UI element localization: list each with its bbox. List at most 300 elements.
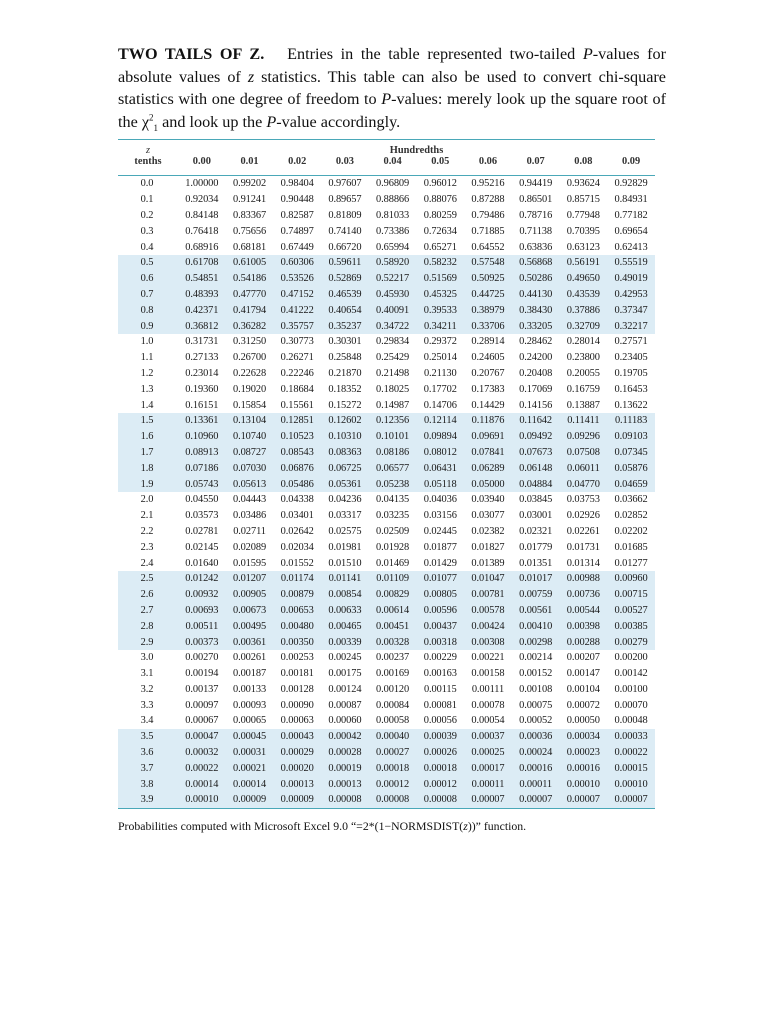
table-cell: 0.01731 <box>566 541 600 553</box>
table-cell: 0.01779 <box>519 541 553 553</box>
intro-text-4: z <box>247 67 255 86</box>
table-cell: 0.00261 <box>232 652 267 664</box>
table-cell: 0.00169 <box>376 668 410 680</box>
table-cell: 0.24200 <box>519 352 553 364</box>
row-z-label: 2.7 <box>118 603 178 619</box>
table-cell: 0.47152 <box>273 287 321 303</box>
table-cell: 0.03401 <box>280 510 314 522</box>
table-cell: 0.00158 <box>471 668 505 680</box>
table-cell: 0.96012 <box>423 178 457 190</box>
table-cell: 0.08186 <box>369 445 417 461</box>
table-row <box>118 476 655 492</box>
table-cell: 0.69654 <box>614 225 648 237</box>
table-cell: 0.25014 <box>423 352 457 364</box>
table-cell: 0.96809 <box>376 178 410 190</box>
table-cell: 0.68916 <box>185 241 219 253</box>
table-cell: 0.00054 <box>471 715 505 727</box>
table-cell: 0.08913 <box>178 445 226 461</box>
table-cell: 0.02642 <box>280 525 314 537</box>
table-cell: 0.00050 <box>566 715 600 727</box>
table-cell: 0.00021 <box>226 760 274 776</box>
table-cell: 0.00024 <box>512 745 560 761</box>
table-cell: 0.35237 <box>321 318 369 334</box>
table-cell: 0.00018 <box>416 760 464 776</box>
table-cell: 0.89657 <box>328 194 362 206</box>
table-row <box>118 618 655 634</box>
table-cell: 0.97607 <box>328 178 362 190</box>
table-cell: 0.02261 <box>566 525 600 537</box>
row-z-label: 3.9 <box>118 792 178 808</box>
table-cell: 0.20408 <box>519 367 553 379</box>
table-cell: 0.47770 <box>226 287 274 303</box>
table-cell: 0.00237 <box>376 652 410 664</box>
table-cell: 0.65994 <box>376 241 410 253</box>
column-header: 0.09 <box>622 156 641 167</box>
table-cell: 0.07841 <box>464 445 512 461</box>
table-cell: 0.60306 <box>273 255 321 271</box>
table-cell: 0.01141 <box>321 571 369 587</box>
table-cell: 0.21498 <box>376 367 410 379</box>
row-z-label: 1.9 <box>118 476 178 492</box>
table-cell: 0.22628 <box>232 367 267 379</box>
table-cell: 0.46539 <box>321 287 369 303</box>
table-cell: 0.11411 <box>560 413 608 429</box>
table-cell: 0.00328 <box>369 634 417 650</box>
table-cell: 0.71138 <box>519 225 552 237</box>
table-row <box>118 255 655 271</box>
table-cell: 0.03662 <box>614 494 648 506</box>
table-cell: 0.00100 <box>614 683 648 695</box>
chi-square-symbol <box>142 113 158 131</box>
table-cell: 0.00016 <box>512 760 560 776</box>
table-cell: 0.00596 <box>416 603 464 619</box>
table-cell: 0.03845 <box>519 494 553 506</box>
table-cell: 0.05000 <box>464 476 512 492</box>
table-cell: 0.17383 <box>471 383 505 395</box>
column-header: 0.00 <box>192 156 211 167</box>
table-cell: 0.02202 <box>614 525 648 537</box>
row-z-label: 1.6 <box>118 429 178 445</box>
table-cell: 0.00025 <box>464 745 512 761</box>
table-cell: 0.07508 <box>560 445 608 461</box>
table-row <box>118 460 655 476</box>
table-cell: 0.42953 <box>607 287 655 303</box>
table-cell: 0.95216 <box>471 178 505 190</box>
row-z-label: 0.9 <box>118 318 178 334</box>
table-cell: 0.63836 <box>519 241 553 253</box>
table-cell: 0.00093 <box>232 699 267 711</box>
table-cell: 0.00048 <box>614 715 648 727</box>
table-cell: 0.00108 <box>519 683 553 695</box>
table-cell: 0.01207 <box>226 571 274 587</box>
intro-text-7: -values: merely look up the square root of the <box>118 90 667 131</box>
row-z-label: 2.8 <box>118 618 178 634</box>
table-cell: 0.74140 <box>328 225 362 237</box>
table-cell: 0.00104 <box>566 683 600 695</box>
table-cell: 0.19705 <box>614 367 648 379</box>
table-cell: 0.00007 <box>512 792 560 808</box>
table-cell: 0.13361 <box>178 413 226 429</box>
table-row <box>118 445 655 461</box>
table-cell: 0.00339 <box>321 634 369 650</box>
row-z-label: 3.6 <box>118 745 178 761</box>
table-cell: 0.00010 <box>178 792 226 808</box>
table-row <box>118 697 655 713</box>
table-cell: 0.00029 <box>273 745 321 761</box>
table-cell: 0.00511 <box>178 618 226 634</box>
table-cell: 0.49650 <box>560 271 608 287</box>
table-cell: 0.71885 <box>471 225 505 237</box>
table-cell: 0.09296 <box>560 429 608 445</box>
table-cell: 0.24605 <box>471 352 505 364</box>
table-cell: 0.04884 <box>512 476 560 492</box>
table-row <box>118 539 655 555</box>
table-cell: 0.04338 <box>280 494 314 506</box>
table-cell: 0.25429 <box>376 352 410 364</box>
table-cell: 0.00163 <box>423 668 457 680</box>
table-cell: 0.00023 <box>560 745 608 761</box>
table-cell: 0.00614 <box>369 603 417 619</box>
row-z-label: 2.2 <box>140 525 154 537</box>
table-row <box>118 287 655 303</box>
table-cell: 0.00781 <box>464 587 512 603</box>
table-cell: 0.18025 <box>376 383 410 395</box>
table-cell: 0.72634 <box>423 225 457 237</box>
table-cell: 0.78716 <box>519 209 553 221</box>
table-cell: 0.11183 <box>607 413 655 429</box>
table-row <box>118 634 655 650</box>
table-cell: 0.00011 <box>512 776 560 792</box>
table-cell: 0.58232 <box>416 255 464 271</box>
table-cell: 0.03753 <box>566 494 600 506</box>
table-cell: 0.00052 <box>519 715 553 727</box>
table-cell: 0.00270 <box>185 652 219 664</box>
table-cell: 0.00759 <box>512 587 560 603</box>
table-cell: 0.34211 <box>416 318 464 334</box>
intro-text-9: P <box>266 112 277 131</box>
table-cell: 0.02575 <box>328 525 362 537</box>
table-cell: 0.38979 <box>464 302 512 318</box>
table-cell: 0.91241 <box>232 194 267 206</box>
table-cell: 0.67449 <box>280 241 314 253</box>
column-header: 0.04 <box>383 156 402 167</box>
column-header: 0.03 <box>335 156 354 167</box>
footnote-text-1: Probabilities computed with Microsoft Excel 9.0 “=2*(1−NORMSDIST( <box>118 819 464 833</box>
table-cell: 0.00036 <box>512 729 560 745</box>
table-cell: 0.00014 <box>178 776 226 792</box>
table-cell: 0.08012 <box>416 445 464 461</box>
column-header: 0.06 <box>478 156 498 167</box>
row-z-label: 2.6 <box>118 587 178 603</box>
table-cell: 0.01351 <box>519 557 553 569</box>
table-row <box>118 208 655 224</box>
row-z-label: 1.1 <box>140 352 154 364</box>
table-cell: 0.70395 <box>566 225 600 237</box>
chi-superscript: 2 <box>149 112 154 123</box>
table-cell: 0.48393 <box>178 287 226 303</box>
column-header: 0.08 <box>574 156 593 167</box>
table-cell: 0.93624 <box>566 178 600 190</box>
column-header: 0.05 <box>431 156 450 167</box>
table-cell: 0.28914 <box>471 336 505 348</box>
table-row <box>118 587 655 603</box>
table-cell: 0.00026 <box>416 745 464 761</box>
table-row <box>118 334 655 350</box>
table-cell: 0.00019 <box>321 760 369 776</box>
table-cell: 0.05486 <box>273 476 321 492</box>
table-cell: 0.00087 <box>328 699 362 711</box>
table-cell: 0.10310 <box>321 429 369 445</box>
row-z-label: 0.0 <box>140 178 154 190</box>
table-row <box>118 381 655 397</box>
table-cell: 0.00124 <box>328 683 362 695</box>
table-cell: 0.12602 <box>321 413 369 429</box>
table-cell: 0.10523 <box>273 429 321 445</box>
table-cell: 0.56191 <box>560 255 608 271</box>
table-cell: 0.01277 <box>614 557 648 569</box>
table-cell: 0.13104 <box>226 413 274 429</box>
table-cell: 0.00043 <box>273 729 321 745</box>
table-cell: 0.31731 <box>185 336 219 348</box>
table-row <box>118 603 655 619</box>
table-cell: 0.15854 <box>232 399 267 411</box>
table-cell: 0.73386 <box>376 225 410 237</box>
table-cell: 0.10960 <box>178 429 226 445</box>
row-z-label: 1.7 <box>118 445 178 461</box>
table-cell: 0.23014 <box>185 367 219 379</box>
table-cell: 0.40091 <box>369 302 417 318</box>
table-cell: 0.45930 <box>369 287 417 303</box>
table-cell: 0.00495 <box>226 618 274 634</box>
table-cell: 0.00527 <box>607 603 655 619</box>
table-cell: 0.01877 <box>423 541 457 553</box>
column-header: 0.07 <box>526 156 545 167</box>
table-cell: 0.06577 <box>369 460 417 476</box>
table-bottom-rule <box>118 808 655 809</box>
table-cell: 0.79486 <box>471 209 505 221</box>
table-cell: 0.44725 <box>464 287 512 303</box>
table-cell: 0.00465 <box>321 618 369 634</box>
table-cell: 0.17702 <box>423 383 457 395</box>
table-cell: 0.00410 <box>512 618 560 634</box>
table-cell: 0.37347 <box>607 302 655 318</box>
table-cell: 0.51569 <box>416 271 464 287</box>
intro-text-2: P <box>582 45 593 63</box>
table-cell: 0.11642 <box>512 413 560 429</box>
table-cell: 0.16759 <box>566 383 600 395</box>
footnote-text-2: z <box>463 819 468 833</box>
table-cell: 0.01510 <box>328 557 362 569</box>
table-row <box>118 666 655 682</box>
table-cell: 0.84931 <box>614 194 648 206</box>
table-cell: 0.00361 <box>226 634 274 650</box>
table-cell: 0.09691 <box>464 429 512 445</box>
table-cell: 0.01174 <box>273 571 321 587</box>
table-cell: 0.00152 <box>519 668 553 680</box>
table-cell: 0.16151 <box>185 399 219 411</box>
table-cell: 0.00398 <box>560 618 608 634</box>
hundredths-header: Hundredths <box>389 145 444 156</box>
table-cell: 0.56868 <box>512 255 560 271</box>
table-cell: 0.63123 <box>566 241 600 253</box>
intro-text-8: and look up the <box>158 112 267 131</box>
table-cell: 0.00115 <box>423 683 457 695</box>
table-cell: 0.00350 <box>273 634 321 650</box>
table-cell: 0.01928 <box>376 541 410 553</box>
table-cell: 0.00207 <box>566 652 600 664</box>
table-cell: 0.00081 <box>423 699 457 711</box>
table-cell: 0.00032 <box>178 745 226 761</box>
table-cell: 0.06011 <box>560 460 608 476</box>
row-z-label: 3.5 <box>118 729 178 745</box>
table-cell: 0.92034 <box>185 194 219 206</box>
table-cell: 0.00063 <box>280 715 314 727</box>
table-cell: 0.08543 <box>273 445 321 461</box>
table-cell: 0.04443 <box>232 494 267 506</box>
table-cell: 0.02781 <box>185 525 219 537</box>
table-cell: 0.00090 <box>280 699 314 711</box>
intro-text-6: P <box>381 90 392 108</box>
header-row-top <box>118 140 655 156</box>
table-cell: 0.00012 <box>416 776 464 792</box>
table-cell: 0.01077 <box>416 571 464 587</box>
table-cell: 0.14706 <box>423 399 457 411</box>
table-cell: 0.00715 <box>607 587 655 603</box>
chi-letter: χ <box>141 112 150 131</box>
table-cell: 0.04659 <box>607 476 655 492</box>
table-row <box>118 555 655 571</box>
table-cell: 0.03573 <box>185 510 219 522</box>
table-cell: 0.58920 <box>369 255 417 271</box>
row-z-label: 3.0 <box>140 652 154 664</box>
table-row <box>118 650 655 666</box>
table-cell: 0.00058 <box>376 715 410 727</box>
table-cell: 0.05118 <box>416 476 464 492</box>
table-cell: 0.00451 <box>369 618 417 634</box>
row-z-label: 1.2 <box>140 367 154 379</box>
table-cell: 0.00031 <box>226 745 274 761</box>
table-cell: 0.00009 <box>226 792 274 808</box>
column-header: 0.02 <box>288 156 307 167</box>
table-cell: 0.77948 <box>566 209 600 221</box>
table-cell: 0.00027 <box>369 745 417 761</box>
table-cell: 0.00009 <box>273 792 321 808</box>
table-cell: 0.18352 <box>328 383 362 395</box>
table-cell: 0.00298 <box>512 634 560 650</box>
table-cell: 0.00905 <box>226 587 274 603</box>
table-cell: 0.00229 <box>423 652 457 664</box>
table-row <box>118 350 655 366</box>
table-cell: 0.02321 <box>519 525 553 537</box>
table-cell: 0.00008 <box>321 792 369 808</box>
table-cell: 0.65271 <box>423 241 457 253</box>
table-row <box>118 776 655 792</box>
table-cell: 0.00097 <box>185 699 219 711</box>
table-cell: 0.00187 <box>232 668 267 680</box>
table-cell: 0.00007 <box>464 792 512 808</box>
table-row <box>118 508 655 524</box>
table-row <box>118 271 655 287</box>
table-cell: 0.00128 <box>280 683 314 695</box>
table-cell: 0.00653 <box>273 603 321 619</box>
table-cell: 0.00214 <box>519 652 553 664</box>
table-cell: 0.16453 <box>614 383 648 395</box>
table-cell: 0.00056 <box>423 715 457 727</box>
table-cell: 0.06725 <box>321 460 369 476</box>
table-cell: 0.00200 <box>614 652 648 664</box>
table-cell: 0.00373 <box>178 634 226 650</box>
z-table <box>118 140 655 808</box>
table-row <box>118 713 655 729</box>
row-z-label: 1.5 <box>118 413 178 429</box>
table-cell: 0.00111 <box>471 683 505 695</box>
table-cell: 0.27133 <box>185 352 219 364</box>
table-cell: 0.81033 <box>376 209 410 221</box>
table-cell: 0.64552 <box>471 241 505 253</box>
row-z-label: 2.1 <box>140 510 154 522</box>
table-cell: 0.80259 <box>423 209 457 221</box>
table-cell: 0.07673 <box>512 445 560 461</box>
table-cell: 0.00673 <box>226 603 274 619</box>
table-cell: 0.00015 <box>607 760 655 776</box>
table-cell: 0.02711 <box>233 525 266 537</box>
table-cell: 0.99202 <box>232 178 267 190</box>
table-cell: 0.00805 <box>416 587 464 603</box>
table-cell: 0.08727 <box>226 445 274 461</box>
table-cell: 0.07030 <box>226 460 274 476</box>
footnote <box>118 819 526 834</box>
table-cell: 0.11876 <box>464 413 512 429</box>
table-cell: 0.00147 <box>566 668 600 680</box>
table-cell: 0.00133 <box>232 683 267 695</box>
table-cell: 0.00175 <box>328 668 362 680</box>
table-cell: 0.35757 <box>273 318 321 334</box>
row-z-label: 1.3 <box>140 383 154 395</box>
row-z-label: 0.4 <box>140 241 154 253</box>
table-cell: 0.00960 <box>607 571 655 587</box>
row-z-label: 3.7 <box>118 760 178 776</box>
table-cell: 0.12114 <box>416 413 464 429</box>
table-cell: 0.01389 <box>471 557 505 569</box>
table-cell: 0.49019 <box>607 271 655 287</box>
table-row <box>118 792 655 808</box>
table-cell: 0.02509 <box>376 525 410 537</box>
table-cell: 0.06289 <box>464 460 512 476</box>
table-cell: 0.00633 <box>321 603 369 619</box>
table-cell: 0.43539 <box>560 287 608 303</box>
table-cell: 0.02145 <box>185 541 219 553</box>
table-cell: 0.19360 <box>185 383 219 395</box>
table-cell: 1.00000 <box>185 178 219 190</box>
table-cell: 0.00084 <box>376 699 410 711</box>
table-cell: 0.20767 <box>471 367 505 379</box>
table-cell: 0.01827 <box>471 541 505 553</box>
table-cell: 0.00040 <box>369 729 417 745</box>
table-row <box>118 760 655 776</box>
table-cell: 0.01314 <box>566 557 600 569</box>
table-cell: 0.23405 <box>614 352 648 364</box>
table-cell: 0.36812 <box>178 318 226 334</box>
table-row <box>118 492 655 508</box>
table-cell: 0.01017 <box>512 571 560 587</box>
table-row <box>118 682 655 698</box>
table-cell: 0.00013 <box>321 776 369 792</box>
table-cell: 0.75656 <box>232 225 267 237</box>
table-cell: 0.04236 <box>328 494 362 506</box>
table-cell: 0.02089 <box>232 541 267 553</box>
table-cell: 0.03486 <box>232 510 267 522</box>
table-cell: 0.00480 <box>273 618 321 634</box>
